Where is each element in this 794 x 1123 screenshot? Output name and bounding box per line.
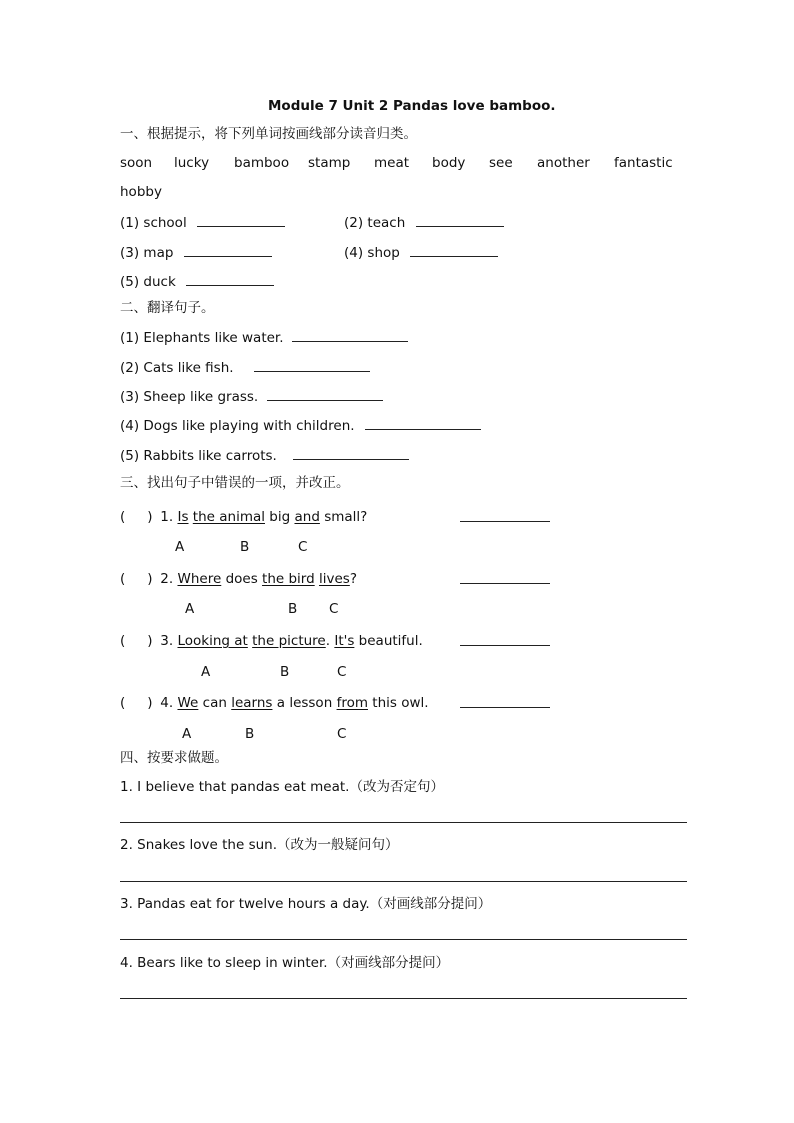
translate-item-4	[120, 416, 481, 434]
correction-blank[interactable]	[460, 570, 550, 584]
translate-item-2	[120, 358, 370, 376]
translate-item-3	[120, 387, 383, 405]
question-number: 1.	[160, 509, 174, 525]
answer-parens[interactable]: ( )	[120, 571, 153, 587]
letter-c: C	[298, 539, 308, 555]
correction-blank[interactable]	[460, 632, 550, 646]
word-bamboo: bamboo	[234, 155, 290, 171]
translate-item-5	[120, 446, 409, 464]
option-a: Where	[177, 571, 222, 587]
question-number: 4.	[160, 695, 174, 711]
translate-sentence: (4) Dogs like playing with children.	[120, 418, 355, 434]
option-b: learns	[231, 695, 273, 711]
word-fantastic: fantastic	[614, 155, 673, 171]
section1-heading: 一、根据提示，将下列单词按画线部分读音归类。	[120, 126, 417, 142]
error-question-3: ( ) 3. Looking at the picture. It's beautiful.	[120, 633, 423, 649]
option-a: Is	[177, 509, 189, 525]
answer-parens[interactable]: ( )	[120, 509, 153, 525]
page-title: Module 7 Unit 2 Pandas love bamboo.	[268, 98, 556, 114]
answer-blank[interactable]	[267, 387, 383, 401]
translate-sentence: (3) Sheep like grass.	[120, 389, 259, 405]
word-hobby: hobby	[120, 184, 162, 200]
answer-blank[interactable]	[410, 243, 498, 257]
error-question-1: ( ) 1. Is the animal big and small?	[120, 509, 368, 525]
letter-b: B	[240, 539, 250, 555]
answer-line[interactable]	[120, 881, 687, 882]
answer-line[interactable]	[120, 822, 687, 823]
option-c: from	[336, 695, 368, 711]
correction-blank[interactable]	[460, 694, 550, 708]
answer-blank[interactable]	[293, 446, 409, 460]
option-b: the picture	[252, 633, 326, 649]
classify-label: (1) school	[120, 215, 187, 231]
classify-item-5	[120, 272, 274, 290]
option-a: Looking at	[177, 633, 248, 649]
section2-heading: 二、翻译句子。	[120, 300, 215, 316]
answer-blank[interactable]	[197, 213, 285, 227]
task-item-1: 1. I believe that pandas eat meat.（改为否定句）	[120, 779, 444, 795]
error-question-4: ( ) 4. We can learns a lesson from this owl.	[120, 695, 429, 711]
letter-c: C	[337, 664, 347, 680]
word-stamp: stamp	[308, 155, 351, 171]
letter-a: A	[201, 664, 211, 680]
correction-blank[interactable]	[460, 508, 550, 522]
translate-sentence: (5) Rabbits like carrots.	[120, 448, 277, 464]
translate-sentence: (2) Cats like fish.	[120, 360, 234, 376]
section3-heading: 三、找出句子中错误的一项，并改正。	[120, 475, 350, 491]
letter-a: A	[175, 539, 185, 555]
task-item-2: 2. Snakes love the sun.（改为一般疑问句）	[120, 837, 399, 853]
answer-parens[interactable]: ( )	[120, 695, 153, 711]
answer-blank[interactable]	[365, 416, 481, 430]
translate-item-1	[120, 328, 408, 346]
classify-item-3	[120, 243, 272, 261]
word-see: see	[489, 155, 513, 171]
letter-c: C	[337, 726, 347, 742]
word-meat: meat	[374, 155, 410, 171]
word-lucky: lucky	[174, 155, 210, 171]
letter-b: B	[280, 664, 290, 680]
classify-item-2	[344, 213, 504, 231]
word-another: another	[537, 155, 590, 171]
option-b: the bird	[262, 571, 315, 587]
classify-label: (4) shop	[344, 245, 400, 261]
answer-blank[interactable]	[254, 358, 370, 372]
letter-c: C	[329, 601, 339, 617]
answer-blank[interactable]	[416, 213, 504, 227]
letter-b: B	[245, 726, 255, 742]
letter-a: A	[182, 726, 192, 742]
option-a: We	[177, 695, 199, 711]
classify-item-1	[120, 213, 285, 231]
option-c: and	[294, 509, 320, 525]
question-number: 2.	[160, 571, 174, 587]
answer-blank[interactable]	[186, 272, 274, 286]
error-question-2: ( ) 2. Where does the bird lives?	[120, 571, 357, 587]
letter-b: B	[288, 601, 298, 617]
letter-a: A	[185, 601, 195, 617]
answer-blank[interactable]	[184, 243, 272, 257]
classify-item-4	[344, 243, 498, 261]
answer-line[interactable]	[120, 998, 687, 999]
task-item-4: 4. Bears like to sleep in winter.（对画线部分提问）	[120, 955, 450, 971]
answer-blank[interactable]	[292, 328, 408, 342]
classify-label: (3) map	[120, 245, 174, 261]
translate-sentence: (1) Elephants like water.	[120, 330, 284, 346]
word-soon: soon	[120, 155, 153, 171]
word-body: body	[432, 155, 466, 171]
question-number: 3.	[160, 633, 174, 649]
classify-label: (5) duck	[120, 274, 176, 290]
option-c: It's	[334, 633, 355, 649]
answer-line[interactable]	[120, 939, 687, 940]
classify-label: (2) teach	[344, 215, 406, 231]
task-item-3: 3. Pandas eat for twelve hours a day.（对画线部分提问）	[120, 896, 492, 912]
option-b: the animal	[192, 509, 265, 525]
answer-parens[interactable]: ( )	[120, 633, 153, 649]
section4-heading: 四、按要求做题。	[120, 750, 228, 766]
option-c: lives	[318, 571, 350, 587]
